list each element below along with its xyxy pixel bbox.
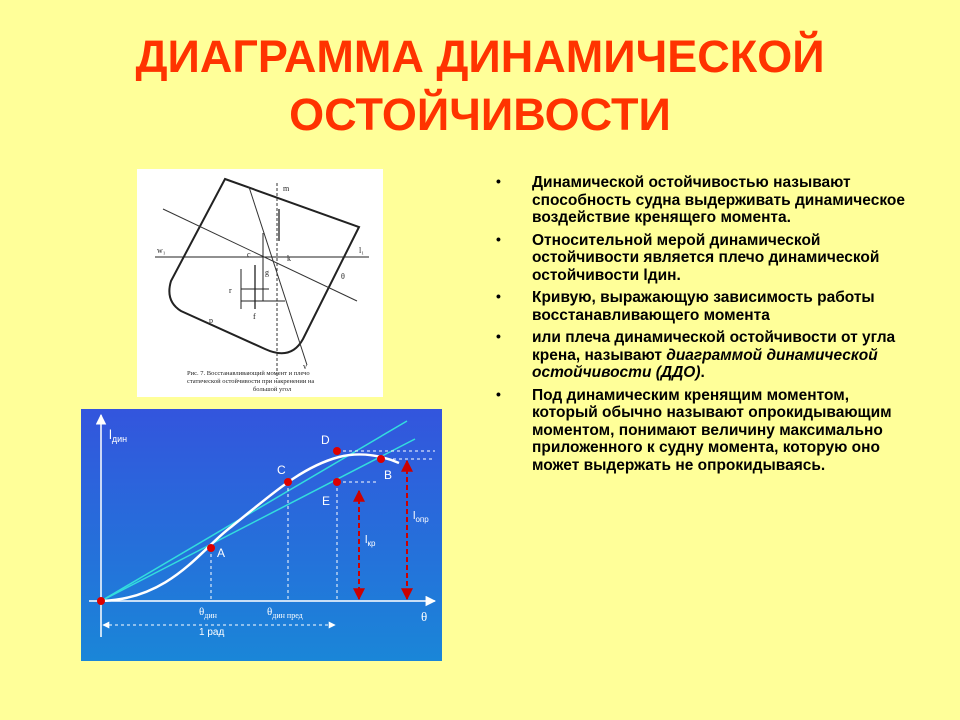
ddo-chart [81, 409, 442, 661]
label-point-d: D [321, 433, 330, 447]
label-v: v [303, 362, 307, 371]
bullet-text-5: Под динамическим кренящим моментом, который обычно называют опрокидывающим моментом, понимают величину максимально приложенного к судну момента, которую оно может выдержать не опрокидываясь. [532, 386, 892, 474]
bullet-text-4-italic: диаграммой динамической остойчивости (ДДО) [532, 346, 878, 381]
bullet-icon: • [496, 230, 501, 247]
title-line-1: ДИАГРАММА ДИНАМИЧЕСКОЙ [135, 31, 825, 82]
origin-point [97, 597, 105, 605]
point-b [377, 455, 385, 463]
label-g: g [265, 268, 269, 277]
x-axis-label: θ [421, 609, 428, 624]
bullet-icon: • [496, 173, 501, 189]
label-theta-din-pred: $\theta_{дин пред}$ [267, 606, 303, 620]
inclined-center-plane [249, 187, 307, 365]
title-line-2: ОСТОЙЧИВОСТИ [289, 89, 671, 140]
label-point-e: E [322, 494, 331, 508]
label-l1: l₁ [359, 246, 365, 255]
bullet-item-2 [492, 232, 912, 285]
slide-title [0, 28, 960, 144]
point-e [333, 478, 341, 486]
bullet-icon: • [496, 288, 501, 304]
label-l-opr: $l_{опр}$ [413, 510, 429, 524]
bullet-text-4-after: . [700, 364, 705, 381]
point-d [333, 447, 341, 455]
chart-background [81, 409, 442, 661]
point-a [207, 544, 215, 552]
label-theta-din: $\theta_{дин}$ [199, 606, 217, 620]
bullet-item-4 [492, 329, 912, 382]
label-w1: w₁ [157, 246, 166, 255]
bullet-item-5 [492, 387, 912, 475]
y-axis-label: $l_{дин}$ [109, 427, 128, 444]
bullet-text-2: Относительной мерой динамической остойчивости является плечо динамической остойчивости lдин. [532, 231, 880, 284]
bullet-icon: • [496, 328, 501, 344]
hull-cross-section-drawing [137, 169, 383, 397]
caption-line-3: большой угол [253, 386, 292, 393]
label-f: f [253, 312, 256, 321]
bullet-list [492, 174, 912, 479]
label-r: r [229, 286, 232, 295]
label-point-a: A [217, 546, 226, 560]
label-k: k [287, 254, 291, 263]
label-point-b: B [384, 468, 393, 482]
label-one-rad: 1 рад [199, 627, 225, 638]
bullet-text-4-before: или плеча динамической остойчивости от угла крена, называют [532, 329, 896, 364]
dynamic-stability-diagram [81, 409, 442, 661]
caption-line-2: статической остойчивости при накренении на [187, 378, 315, 385]
point-c [284, 478, 292, 486]
label-l-kr: $l_{кр}$ [365, 534, 376, 548]
inclined-waterline [163, 209, 357, 301]
bullet-item-1 [492, 174, 912, 227]
bullet-item-3 [492, 289, 912, 324]
bullet-icon: • [496, 385, 501, 402]
label-c: c [247, 250, 251, 259]
hull-outline [169, 179, 359, 353]
bullet-text-1: Динамической остойчивостью называют способность судна выдерживать динамическое воздействие кренящего момента. [532, 174, 905, 226]
bullet-text-3: Кривую, выражающую зависимость работы восстанавливающего момента [532, 289, 875, 324]
label-point-c: C [277, 463, 286, 477]
label-theta: θ [341, 272, 345, 281]
label-p: p [209, 316, 213, 325]
heeled-hull-figure [137, 169, 383, 397]
label-m: m [283, 184, 290, 193]
caption-line-1: Рис. 7. Восстанавливающий момент и плечо [187, 370, 310, 377]
